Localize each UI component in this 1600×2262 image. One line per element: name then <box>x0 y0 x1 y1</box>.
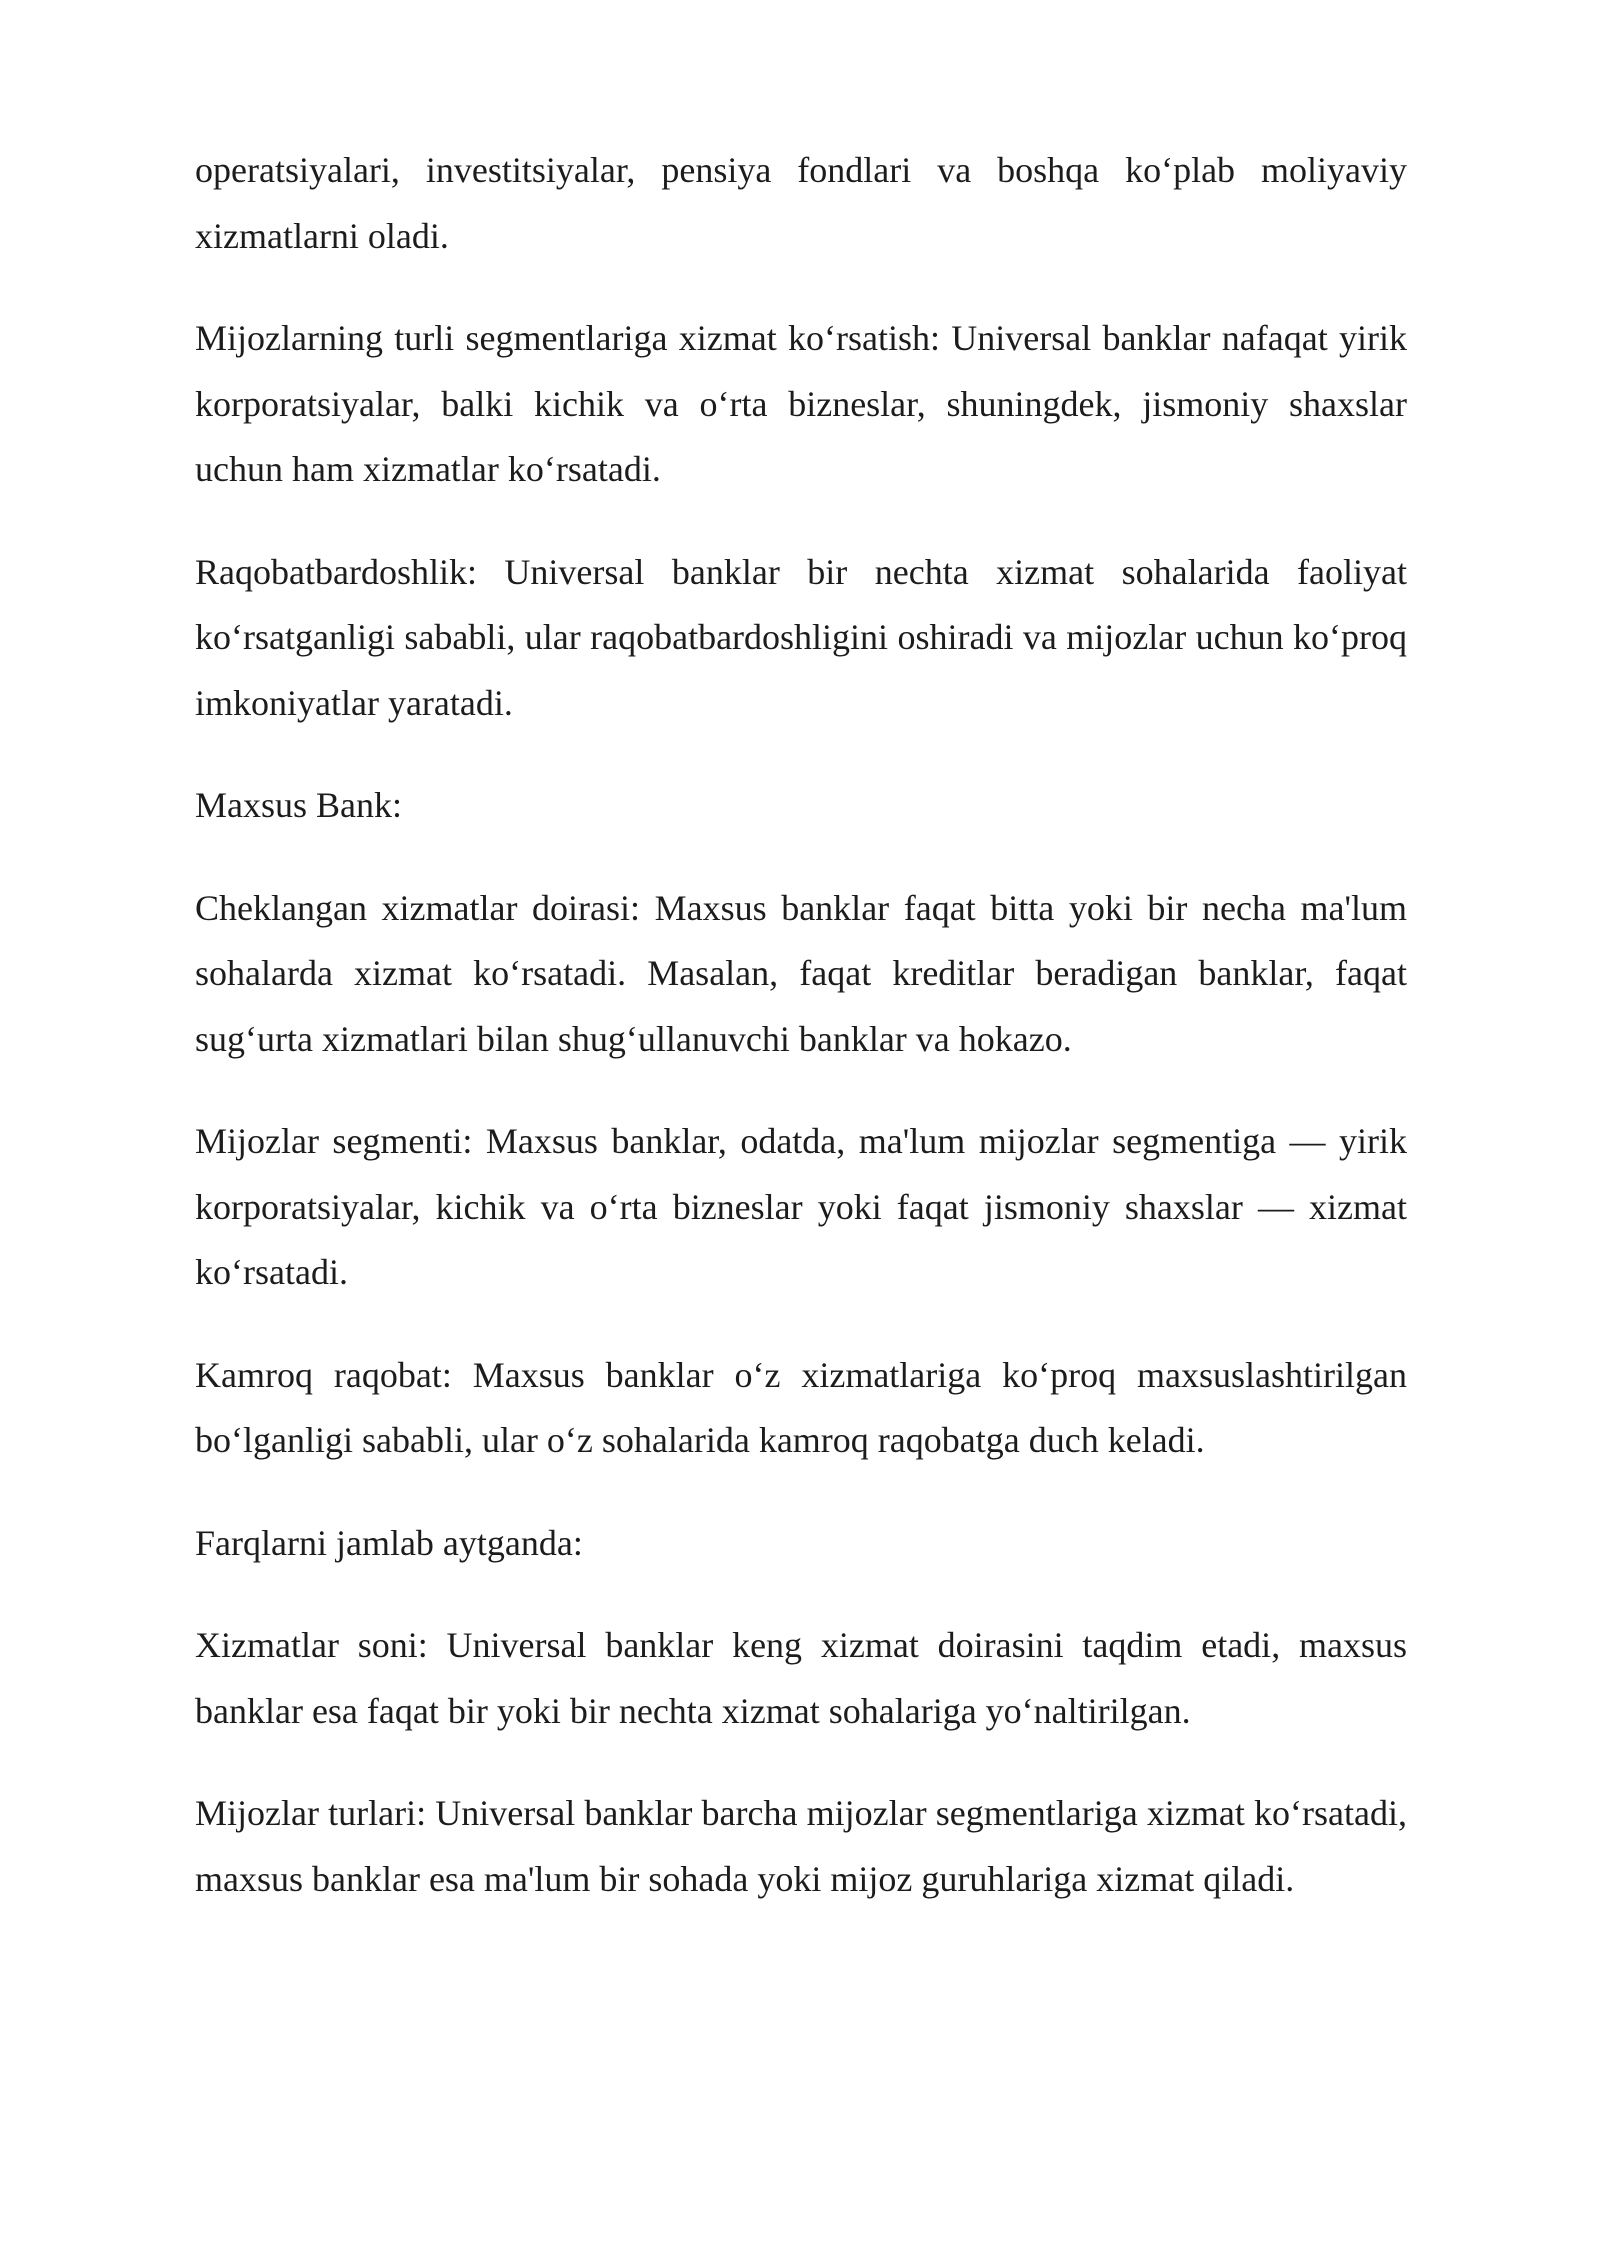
heading-maxsus-bank: Maxsus Bank: <box>195 785 402 825</box>
paragraph-limited-services: Cheklangan xizmatlar doirasi: Maxsus banklar faqat bitta yoki bir necha ma'lum sohalarda xizmat ko‘rsatadi. Masalan, faqat kreditlar beradigan banklar, faqat sug‘urta xizmatlari bilan shug‘ullanuvchi banklar va hokazo. <box>195 887 1407 1059</box>
paragraph-client-segment: Mijozlar segmenti: Maxsus banklar, odatda, ma'lum mijozlar segmentiga — yirik korporatsiyalar, kichik va o‘rta bizneslar yoki faqat jismoniy shaxslar — xizmat ko‘rsatadi. <box>195 1121 1407 1292</box>
paragraph-client-types: Mijozlar turlari: Universal banklar barcha mijozlar segmentlariga xizmat ko‘rsatadi, maxsus banklar esa ma'lum bir sohada yoki mijoz guruhlariga xizmat qiladi. <box>195 1793 1407 1899</box>
document-body <box>195 138 1407 1949</box>
paragraph-customer-segments: Mijozlarning turli segmentlariga xizmat ko‘rsatish: Universal banklar nafaqat yirik korporatsiyalar, balki kichik va o‘rta bizneslar, shuningdek, jismoniy shaxslar uchun ham xizmatlar ko‘rsatadi. <box>195 318 1407 489</box>
paragraph-competitiveness: Raqobatbardoshlik: Universal banklar bir nechta xizmat sohalarida faoliyat ko‘rsatganligi sababli, ular raqobatbardoshligini oshiradi va mijozlar uchun ko‘proq imkoniyatlar yaratadi. <box>195 551 1407 723</box>
paragraph-less-competition: Kamroq raqobat: Maxsus banklar o‘z xizmatlariga ko‘proq maxsuslashtirilgan bo‘lganligi sababli, ular o‘z sohalarida kamroq raqobatga duch keladi. <box>195 1354 1407 1460</box>
heading-summary: Farqlarni jamlab aytganda: <box>195 1522 583 1563</box>
paragraph-services-continuation: operatsiyalari, investitsiyalar, pensiya fondlari va boshqa ko‘plab moliyaviy xizmatlarni oladi. <box>195 150 1407 256</box>
paragraph-number-of-services: Xizmatlar soni: Universal banklar keng xizmat doirasini taqdim etadi, maxsus banklar esa faqat bir yoki bir nechta xizmat sohalariga yo‘naltirilgan. <box>195 1625 1407 1731</box>
